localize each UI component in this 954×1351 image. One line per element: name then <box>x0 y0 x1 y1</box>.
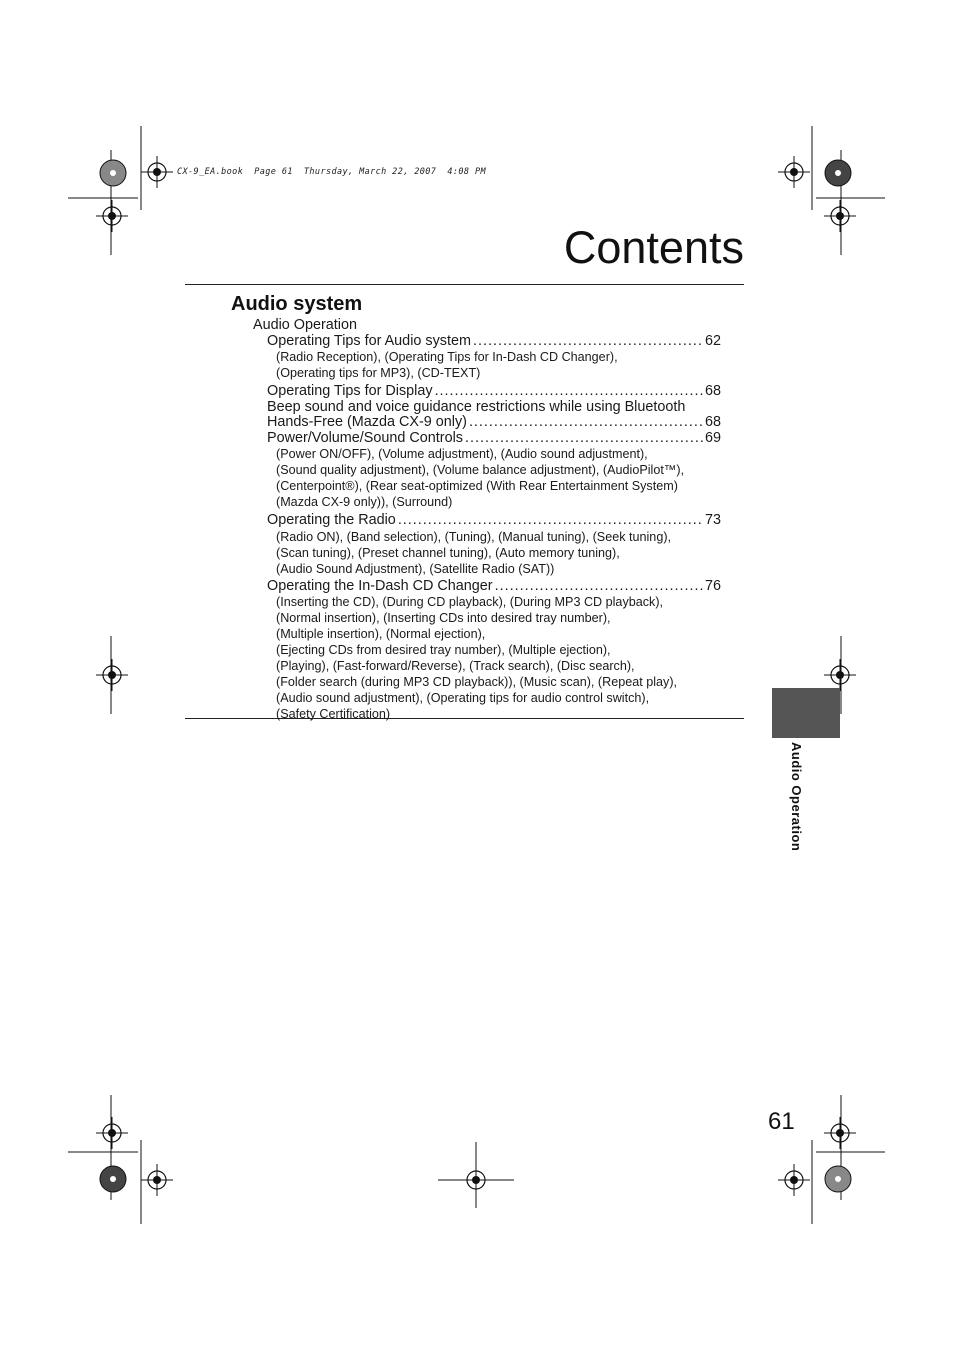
toc-leader-dots <box>495 579 703 595</box>
toc-entry-title-line1[interactable]: Beep sound and voice guidance restrictions while using Bluetooth <box>267 398 686 415</box>
toc-entry-title: Operating the Radio <box>267 512 396 528</box>
toc-entry[interactable] <box>185 334 721 350</box>
print-header: CX-9_EA.book Page 61 Thursday, March 22, 2007 4:08 PM <box>177 167 486 177</box>
toc-entry-page: 73 <box>704 512 721 528</box>
page-title: Contents <box>563 222 744 273</box>
toc-subtopics: (Multiple insertion), (Normal ejection), <box>276 627 486 641</box>
toc-entry-page: 68 <box>704 414 721 430</box>
toc-leader-dots <box>473 334 703 350</box>
table-of-contents <box>185 318 745 722</box>
toc-subtopics: (Normal insertion), (Inserting CDs into desired tray number), <box>276 611 611 625</box>
toc-subtopics: (Audio sound adjustment), (Operating tips for audio control switch), <box>276 691 650 705</box>
toc-entry[interactable] <box>185 415 721 431</box>
toc-subtopics: (Inserting the CD), (During CD playback), (During MP3 CD playback), <box>276 595 664 609</box>
toc-subtopics: (Operating tips for MP3), (CD-TEXT) <box>276 366 481 380</box>
toc-subtopics: (Audio Sound Adjustment), (Satellite Radio (SAT)) <box>276 561 555 576</box>
toc-entry-page: 76 <box>704 577 721 594</box>
toc-entry-title: Operating the In-Dash CD Changer <box>267 577 493 594</box>
toc-subtopics: (Playing), (Fast-forward/Reverse), (Track search), (Disc search), <box>276 659 635 673</box>
toc-entry-title: Operating Tips for Display <box>267 383 433 399</box>
toc-bottom-rule <box>185 718 744 719</box>
toc-entry[interactable] <box>185 513 721 529</box>
toc-subtopics: (Radio ON), (Band selection), (Tuning), (Manual tuning), (Seek tuning), <box>276 529 672 544</box>
toc-entry[interactable] <box>185 579 721 595</box>
side-tab <box>772 688 840 738</box>
toc-subtopics: (Mazda CX-9 only)), (Surround) <box>276 495 453 509</box>
toc-group-label: Audio Operation <box>253 317 358 333</box>
toc-entry-page: 68 <box>704 383 721 399</box>
toc-entry-page: 69 <box>704 429 721 446</box>
toc-leader-dots <box>465 431 703 447</box>
toc-subtopics: (Power ON/OFF), (Volume adjustment), (Audio sound adjustment), <box>276 447 648 461</box>
toc-entry-title: Operating Tips for Audio system <box>267 332 471 349</box>
toc-subtopics: (Folder search (during MP3 CD playback)), (Music scan), (Repeat play), <box>276 675 678 689</box>
toc-subtopics: (Scan tuning), (Preset channel tuning), (Auto memory tuning), <box>276 545 620 560</box>
toc-subtopics: (Radio Reception), (Operating Tips for In-Dash CD Changer), <box>276 350 618 364</box>
toc-leader-dots <box>469 415 703 431</box>
toc-entry-title: Power/Volume/Sound Controls <box>267 429 463 446</box>
toc-entry-page: 62 <box>704 332 721 349</box>
section-title: Audio system <box>231 293 363 315</box>
toc-leader-dots <box>398 513 703 529</box>
toc-subtopics: (Centerpoint®), (Rear seat-optimized (With Rear Entertainment System) <box>276 479 678 493</box>
toc-subtopics: (Safety Certification) <box>276 707 391 721</box>
page-number: 61 <box>768 1108 795 1135</box>
toc-entry-title: Hands-Free (Mazda CX-9 only) <box>267 414 467 430</box>
toc-subtopics: (Sound quality adjustment), (Volume balance adjustment), (AudioPilot™), <box>276 463 685 477</box>
toc-subtopics: (Ejecting CDs from desired tray number), (Multiple ejection), <box>276 643 611 657</box>
title-rule <box>185 284 744 285</box>
toc-entry[interactable] <box>185 431 721 447</box>
side-tab-label: Audio Operation <box>789 742 804 852</box>
toc-entry[interactable] <box>185 384 721 400</box>
toc-leader-dots <box>435 384 703 400</box>
